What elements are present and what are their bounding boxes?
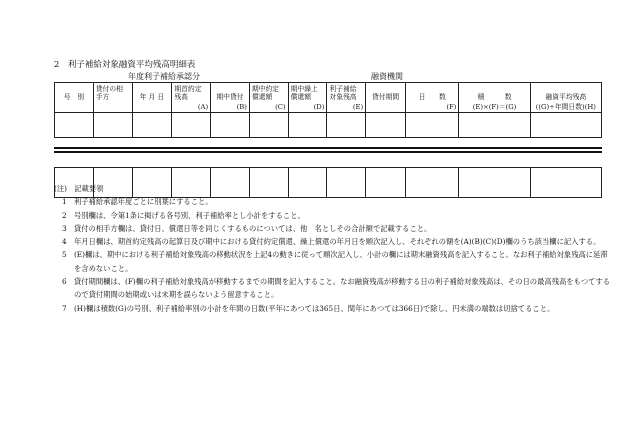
note-item: 7 (H)欄は積数(G)の号別、利子補給率別の小計を年間の日数(平年にあつては365日、閏年にあつては366日)で除し、円未満の端数は切捨てること。 <box>62 303 555 313</box>
note-item: 1 利子補給承認年度ごとに別葉にすること。 <box>62 197 213 207</box>
header-days: 日 数 (F) <box>405 83 458 113</box>
balance-table <box>54 82 602 198</box>
lender-institution-label: 融資機関 <box>371 72 403 81</box>
header-average: 融資平均残高 ((G)÷年間日数)(H) <box>530 83 601 113</box>
header-subsidy-balance: 利子補給 対象残高 (E) <box>327 83 366 113</box>
header-loan: 期中貸付 (B) <box>211 83 250 113</box>
header-repay: 期中約定 償還額 (C) <box>249 83 288 113</box>
table-cell[interactable] <box>459 113 530 138</box>
notes-heading: (注) 記載要領 <box>54 184 104 193</box>
document-title: 2 利子補給対象融資平均残高明細表 <box>54 60 196 70</box>
table-cell[interactable] <box>366 113 406 138</box>
break-line-upper <box>54 147 602 149</box>
header-period: 貸付期間 <box>366 83 406 113</box>
approval-year-label: 年度利子補給承認分 <box>128 72 200 81</box>
table-cell[interactable] <box>530 113 601 138</box>
notes-section <box>54 182 614 315</box>
header-early-repay: 期中繰上 償還額 (D) <box>288 83 327 113</box>
table-row <box>55 113 602 138</box>
break-line-lower <box>54 151 602 153</box>
header-prev-balance: 期首約定 残高 (A) <box>172 83 211 113</box>
table-cell[interactable] <box>132 113 172 138</box>
table-cell[interactable] <box>93 113 132 138</box>
table-cell[interactable] <box>249 113 288 138</box>
table-cell[interactable] <box>288 113 327 138</box>
header-date: 年 月 日 <box>132 83 172 113</box>
header-lender: 貸付の相 手方 <box>93 83 132 113</box>
note-item: 6 貸付期間欄は、(F)欄の利子補給対象残高が移動するまでの期間を記入すること。なお融資残高が移動する日の利子補給対象残高は、その日の最高残高をもつてするので貸付期間の始期或いは末期を誤らないよう留意すること。 <box>62 277 611 300</box>
note-item: 2 号別欄は、令第1条に掲げる各号別、利子補給率とし小計をすること。 <box>62 210 305 220</box>
table-cell[interactable] <box>327 113 366 138</box>
note-item: 4 年月日欄は、期首約定残高の起算日及び期中における貸付約定償還、繰上償還の年月日を順次記入し、それぞれの額を(A)(B)(C)(D)欄のうち該当欄に記入する。 <box>62 237 601 247</box>
header-row <box>55 83 602 113</box>
table-cell[interactable] <box>172 113 211 138</box>
note-item: 5 (E)欄は、期中における利子補給対象残高の移動状況を上記4の動きに従って順次記入し、小計の欄には期末融資残高を記入すること。なお利子補給対象残高に延滞を含めないこと。 <box>62 250 608 273</box>
table-cell[interactable] <box>211 113 250 138</box>
header-number: 号 別 <box>55 83 94 113</box>
header-product: 積 数 (E)×(F)＝(G) <box>459 83 530 113</box>
table-cell[interactable] <box>405 113 458 138</box>
note-item: 3 貸付の相手方欄は、貸付日、償還日等を同じくするものについては、他 名としその合計額で記載すること。 <box>62 223 432 233</box>
table-cell[interactable] <box>55 113 94 138</box>
